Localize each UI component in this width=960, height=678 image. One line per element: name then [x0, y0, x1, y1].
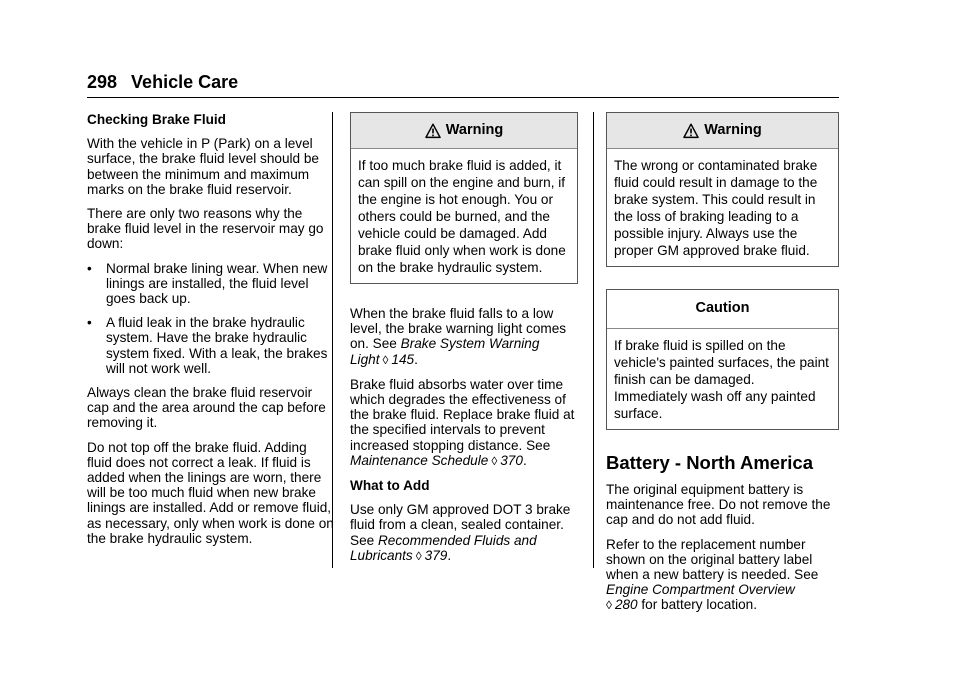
header-rule [87, 97, 839, 98]
page-ref-number[interactable]: 145 [391, 351, 415, 367]
page-header [87, 72, 238, 93]
section-title: Vehicle Care [131, 72, 239, 92]
paragraph: When the brake fluid falls to a low level, the brake warning light comes on. See Brake System Warning Light ◊ 145. [350, 306, 567, 367]
warning-header [351, 113, 577, 149]
page-ref-number[interactable]: 379 [424, 547, 448, 563]
warning-title: Warning [704, 121, 762, 138]
paragraph: Brake fluid absorbs water over time which degrades the effectiveness of the brake fluid. Replace brake fluid at the specified intervals to prevent increased stopping distance. See Maintenance Schedule ◊ 370. [350, 376, 575, 468]
checking-brake-fluid-heading: Checking Brake Fluid [87, 112, 226, 127]
page-number: 298 [87, 72, 118, 92]
paragraph: Always clean the brake fluid reservoir cap and the area around the cap before removing it. [87, 385, 326, 431]
page-ref-icon: ◊ [382, 352, 389, 367]
brake-warning-light-link[interactable]: Brake System Warning Light [350, 336, 540, 367]
list-item-text: Normal brake lining wear. When new linings are installed, the fluid level goes back up. [106, 260, 328, 307]
caution-body: If brake fluid is spilled on the vehicle's painted surfaces, the paint finish can be damaged. Immediately wash off any painted surface. [614, 338, 829, 421]
page-ref-number[interactable]: 280 [614, 597, 638, 613]
paragraph: Do not top off the brake fluid. Adding fluid does not correct a leak. If fluid is added when the linings are worn, there will be too much fluid when new brake linings are installed. Add or remove fluid, as necessary, only when work is done on the brake hydraulic system. [87, 439, 334, 546]
column-2 [350, 112, 578, 573]
warning-body: If too much brake fluid is added, it can spill on the engine and burn, if the engine is hot enough. You or others could be burned, and the vehicle could be damaged. Add brake fluid only when work is done on the brake hydraulic system. [358, 158, 566, 275]
caution-title: Caution [695, 300, 750, 317]
paragraph: The original equipment battery is maintenance free. Do not remove the cap and do not add fluid. [606, 482, 831, 528]
warning-box [350, 112, 578, 284]
list-item-text: A fluid leak in the brake hydraulic system. Have the brake hydraulic system fixed. With a leak, the brakes will not work well. [106, 315, 328, 376]
page-ref-icon: ◊ [491, 453, 498, 468]
list-item [87, 261, 335, 307]
bullet-icon: • [87, 260, 92, 276]
page-ref-number[interactable]: 370 [500, 452, 523, 468]
recommended-fluids-link[interactable]: Recommended Fluids and Lubricants [350, 532, 537, 563]
column-1 [87, 112, 335, 555]
page-ref-icon: ◊ [415, 548, 422, 563]
warning-header [607, 113, 838, 149]
warning-icon [683, 123, 699, 139]
caution-box [606, 289, 839, 430]
column-3 [606, 112, 839, 623]
battery-section-heading: Battery - North America [606, 452, 813, 473]
page-ref-icon: ◊ [606, 598, 612, 613]
bullet-icon: • [87, 315, 92, 331]
warning-box [606, 112, 839, 267]
paragraph: Refer to the replacement number shown on the original battery label when a new battery is needed. See Engine Compartment Overview ◊ 280 for battery location. [606, 536, 819, 613]
paragraph: Use only GM approved DOT 3 brake fluid from a clean, sealed container. See Recommended Fluids and Lubricants ◊ 379. [350, 502, 571, 563]
maintenance-schedule-link[interactable]: Maintenance Schedule [350, 452, 489, 468]
engine-compartment-overview-link[interactable]: Engine Compartment Overview [606, 582, 795, 598]
paragraph: There are only two reasons why the brake fluid level in the reservoir may go down: [87, 206, 324, 252]
column-divider-2 [593, 112, 594, 568]
warning-title: Warning [445, 121, 504, 138]
warning-icon [425, 123, 441, 139]
paragraph: With the vehicle in P (Park) on a level surface, the brake fluid level should be between the minimum and maximum marks on the brake fluid reservoir. [87, 136, 319, 197]
what-to-add-heading: What to Add [350, 478, 430, 494]
list-item [87, 315, 335, 376]
caution-header [607, 290, 838, 329]
warning-body: The wrong or contaminated brake fluid could result in damage to the brake system. This could result in the loss of braking leading to a possible injury. Always use the proper GM approved brake fluid. [614, 158, 818, 258]
